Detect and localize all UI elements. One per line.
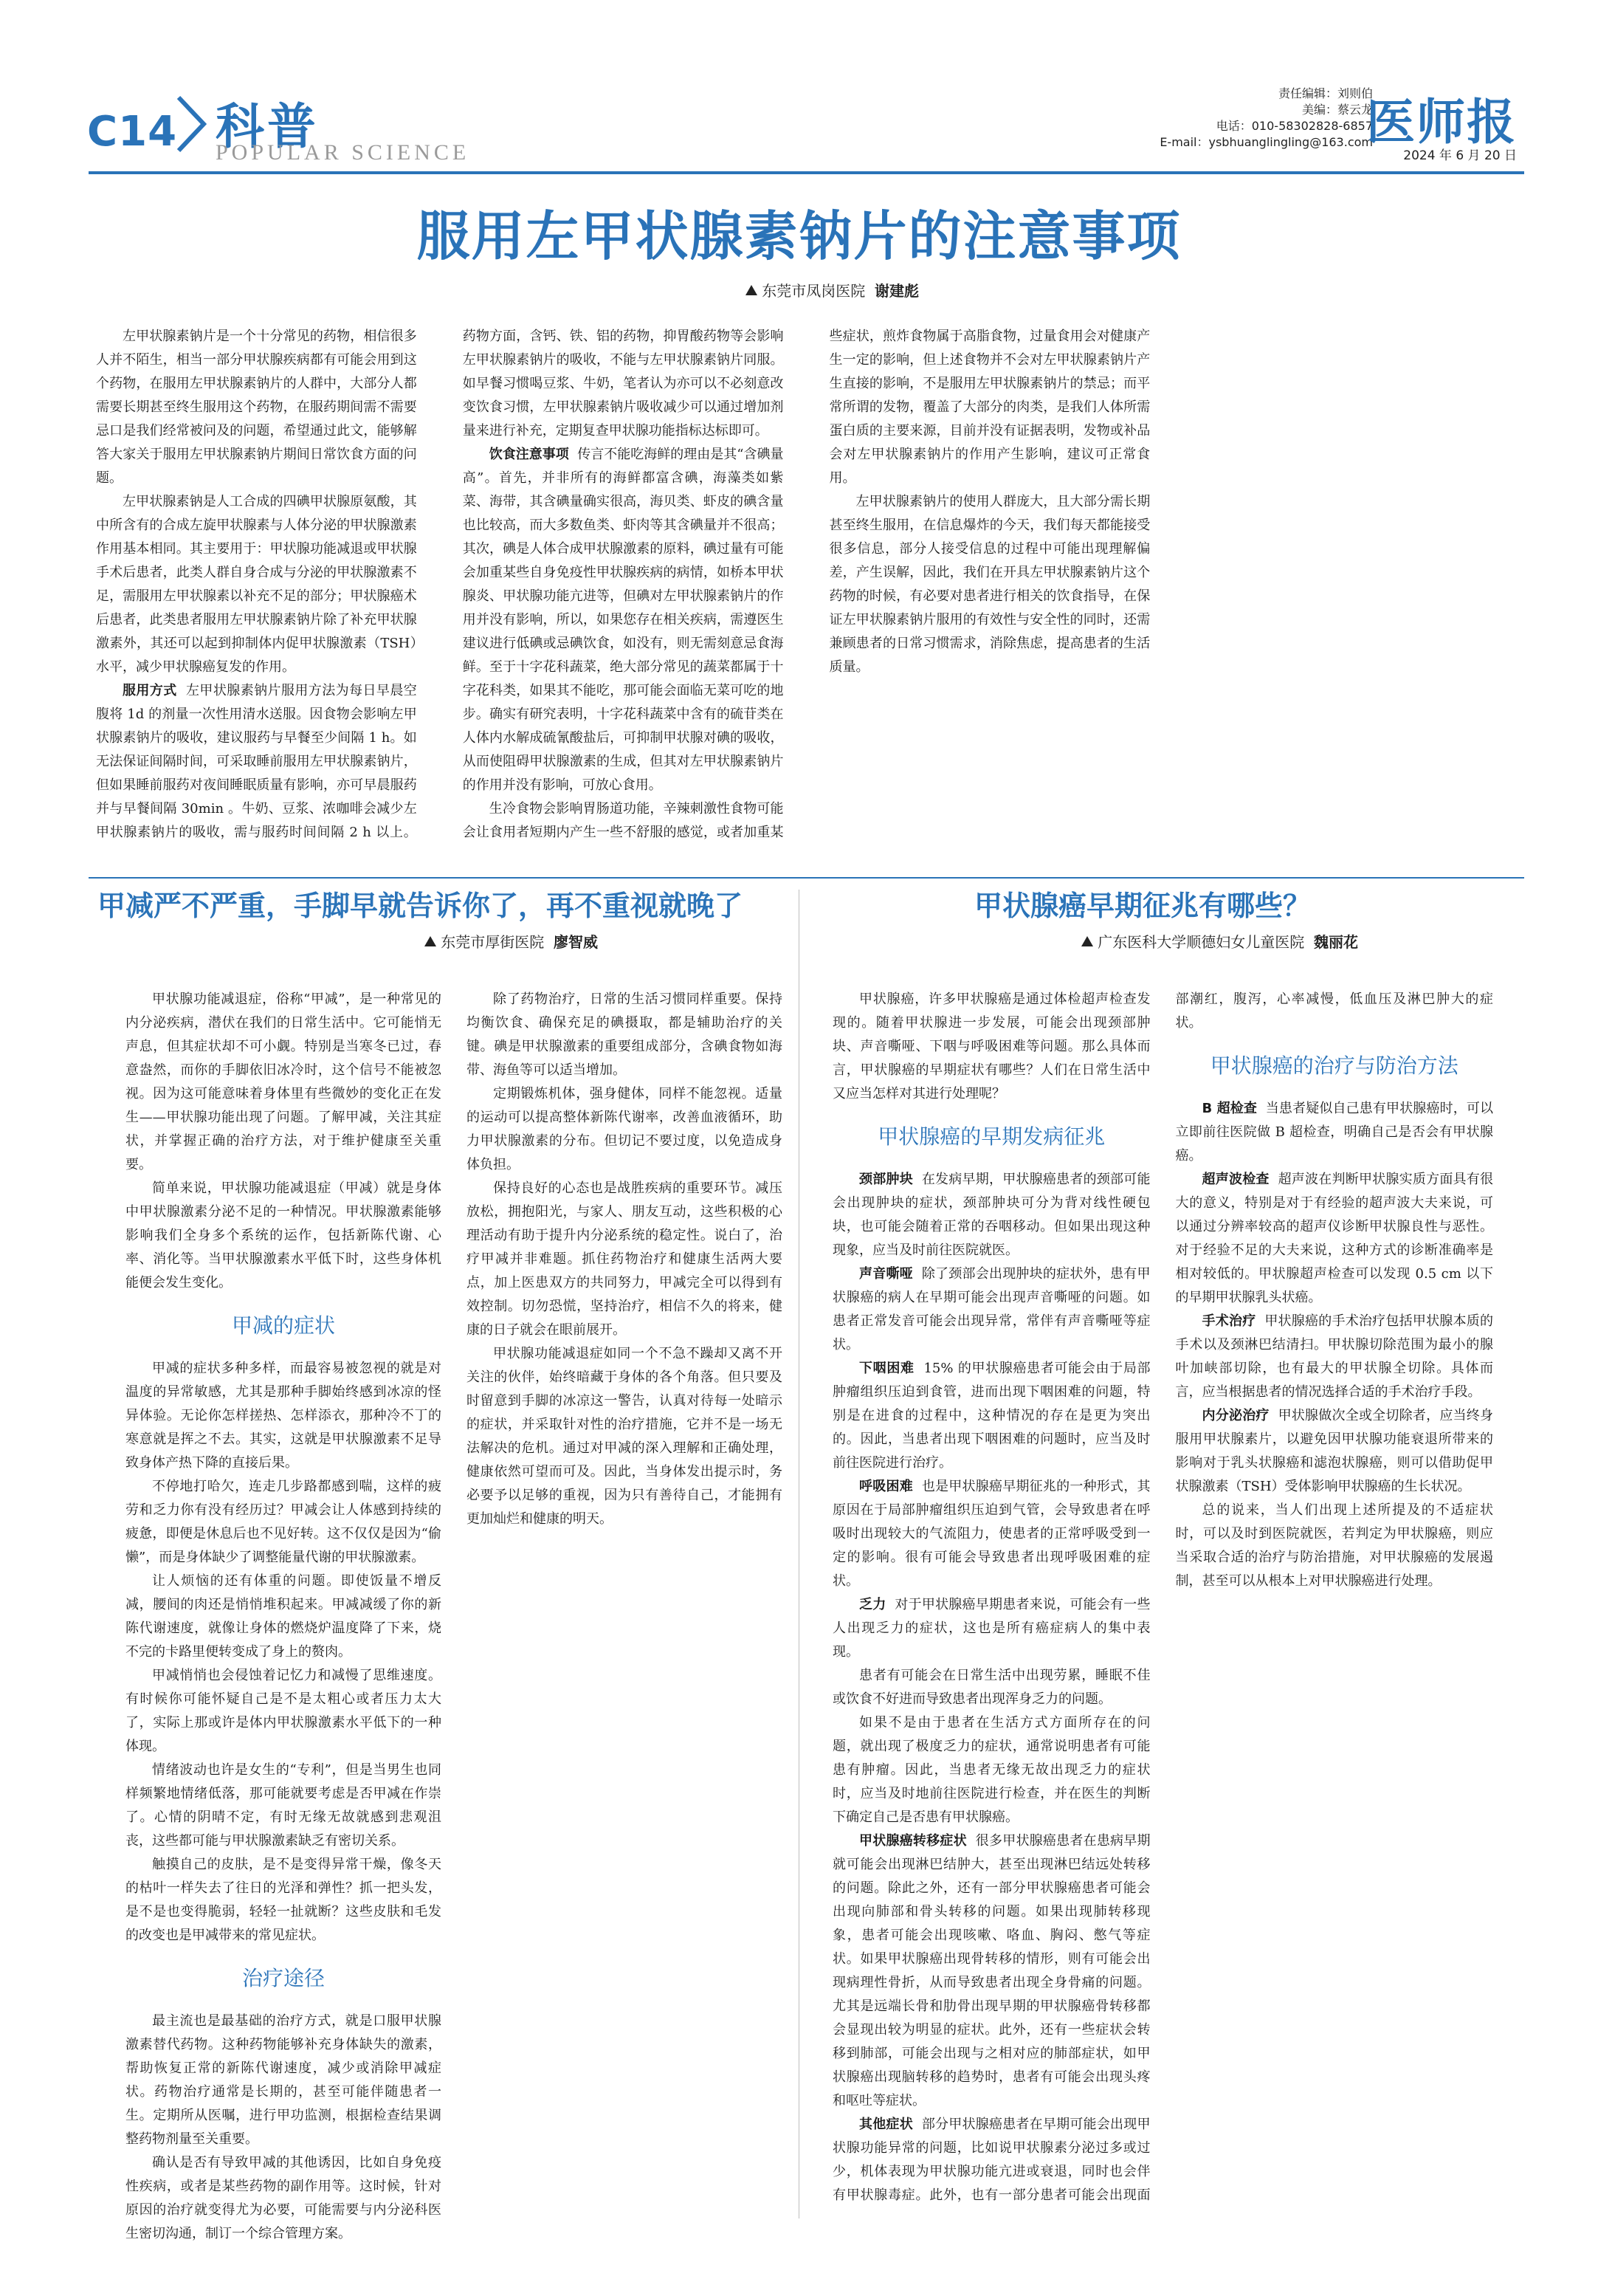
paragraph: 左甲状腺素钠片的使用人群庞大，且大部分需长期甚至终生服用，在信息爆炸的今天，我们每天都能接受很多信息，部分人接受信息的过程中可能出现理解偏差，产生误解，因此，我们在开具左甲状腺素钠片这个药物的时候，有必要对患者进行相关的饮食指导，在保证左甲状腺素钠片服用的有效性与安全性的同时，还需兼顾患者的日常习惯需求，消除焦虑，提高患者的生活质量。 — [829, 494, 1151, 675]
issue-date: 2024 年 6 月 20 日 — [1403, 148, 1517, 163]
triangle-icon — [424, 936, 436, 946]
paragraph-lead: 饮食注意事项 — [489, 447, 569, 462]
paragraph: 下咽困难 15% 的甲状腺癌患者可能会由于局部肿瘤组织压迫到食管，进而出现下咽困难的问题，特别是在进食的过程中，这种情况的存在是更为突出的。因此，当患者出现下咽困难的问题时，应当及时前往医院进行治疗。 — [833, 1361, 1151, 1471]
paragraph: 服用方式 左甲状腺素钠片服用方法为每日早晨空腹将 1d 的剂量一次性用清水送服。因食物会影响左甲状腺素钠片的吸收，建议服药与早餐至少间隔 1 h。如无法保证间隔时间，可采取睡前服用左甲状腺素钠片，但如果睡前服药对夜间睡眠质量有影响，亦可早晨服药并与早餐间隔 30min 。牛奶、豆浆、浓咖啡会减少左甲状腺素钠片的吸收，需与服药时间间隔 2 h 以上。药物方面，含钙、铁、铝的药物，抑胃酸药物等会影响左甲状腺素钠片的吸收，不能与左甲状腺素钠片同服。如早餐习惯喝豆浆、牛奶，笔者认为亦可以不必刻意改变饮食习惯，左甲状腺素钠片吸收减少可以通过增加剂量来进行补充，定期复查甲状腺功能指标达标即可。 — [96, 329, 784, 840]
paragraph: 左甲状腺素钠是人工合成的四碘甲状腺原氨酸，其中所含有的合成左旋甲状腺素与人体分泌的甲状腺激素作用基本相同。其主要用于：甲状腺功能减退或甲状腺手术后患者，此类人群自身合成与分泌的甲状腺激素不足，需服用左甲状腺素以补充不足的部分；甲状腺癌术后患者，此类患者服用左甲状腺素钠片除了补充甲状腺激素外，其还可以起到抑制体内促甲状腺激素（TSH）水平，减少甲状腺癌复发的作用。 — [96, 494, 417, 675]
editor-credits — [1160, 86, 1373, 151]
header-rule — [89, 171, 1524, 174]
paragraph: 声音嘶哑 除了颈部会出现肿块的症状外，患有甲状腺癌的病人在早期可能会出现声音嘶哑的问题。如患者正常发音可能会出现异常，常伴有声音嘶哑等症状。 — [833, 1266, 1151, 1352]
paragraph: 定期锻炼机体，强身健体，同样不能忽视。适量的运动可以提高整体新陈代谢率，改善血液循环，助力甲状腺激素的分布。但切记不要过度，以免造成身体负担。 — [466, 1086, 782, 1172]
main-article-title: 服用左甲状腺素钠片的注意事项 — [416, 205, 1182, 267]
left-article-body — [125, 988, 782, 2247]
paper-logo: 医师报 — [1366, 93, 1517, 151]
section-divider — [89, 877, 1524, 879]
paragraph: 甲减的症状多种多样，而最容易被忽视的就是对温度的异常敏感，尤其是那种手脚始终感到冰凉的怪异体验。无论你怎样搓热、怎样添衣，那种冷不丁的寒意就是挥之不去。其实，这就是甲状腺激素不足导致身体产热下降的直接后果。 — [125, 1361, 441, 1471]
paragraph: 甲减悄悄也会侵蚀着记忆力和减慢了思维速度。有时候你可能怀疑自己是不是太粗心或者压力太大了，实际上那或许是体内甲状腺激素水平低下的一种体现。 — [125, 1668, 441, 1754]
paragraph: 如果不是由于患者在生活方式方面所存在的问题，就出现了极度乏力的症状，通常说明患者有可能患有肿瘤。因此，当患者无缘无故出现乏力的症状时，应当及时地前往医院进行检查，并在医生的判断下确定自己是否患有甲状腺癌。 — [833, 1715, 1151, 1825]
paragraph-lead: 服用方式 — [123, 683, 177, 698]
phone-line: 电话：010-58302828-6857 — [1216, 119, 1373, 133]
section-subtitle: POPULAR SCIENCE — [216, 140, 470, 165]
paragraph: 甲状腺癌，许多甲状腺癌是通过体检超声检查发现的。随着甲状腺进一步发展，可能会出现颈部肿块、声音嘶哑、下咽与呼吸困难等问题。那么具体而言，甲状腺癌的早期症状有哪些？人们在日常生活中又应当怎样对其进行处理呢？ — [833, 991, 1151, 1101]
paragraph: 饮食注意事项 传言不能吃海鲜的理由是其“含碘量高”。首先，并非所有的海鲜都富含碘，海藻类如紫菜、海带，其含碘量确实很高，海贝类、虾皮的碘含量也比较高，而大多数鱼类、虾肉等其含碘量并不很高；其次，碘是人体合成甲状腺激素的原料，碘过量有可能会加重某些自身免疫性甲状腺疾病的病情，如桥本甲状腺炎、甲状腺功能亢进等，但碘对左甲状腺素钠片的作用并没有影响，所以，如果您存在相关疾病，需遵医生建议进行低碘或忌碘饮食，如没有，则无需刻意忌食海鲜。至于十字花科蔬菜，绝大部分常见的蔬菜都属于十字花科类，如果其不能吃，那可能会面临无菜可吃的地步。确实有研究表明，十字花科蔬菜中含有的硫苷类在人体内水解成硫氰酸盐后，可抑制甲状腺对碘的吸收，从而使阻碍甲状腺激素的生成，但其对左甲状腺素钠片的作用并没有影响，可放心食用。 — [462, 447, 784, 793]
right-article-title: 甲状腺癌早期征兆有哪些？ — [974, 890, 1312, 922]
paragraph: 不停地打哈欠，连走几步路都感到喘，这样的疲劳和乏力你有没有经历过？甲减会让人体感到持续的疲惫，即便是休息后也不见好转。这不仅仅是因为“偷懒”，而是身体缺少了调整能量代谢的甲状腺激素。 — [125, 1479, 441, 1565]
subheading: 甲状腺癌的早期发病征兆 — [878, 1124, 1106, 1149]
paragraph: 内分泌治疗 甲状腺做次全或全切除者，应当终身服用甲状腺素片，以避免因甲状腺功能衰退所带来的影响对于乳头状腺癌和滤泡状腺癌，则可以借助促甲状腺激素（TSH）受体影响甲状腺癌的生长状况。 — [1175, 1408, 1494, 1494]
paragraph: 呼吸困难 也是甲状腺癌早期征兆的一种形式，其原因在于局部肿瘤组织压迫到气管，会导致患者在呼吸时出现较大的气流阻力，使患者的正常呼吸受到一定的影响。很有可能会导致患者出现呼吸困难的症状。 — [833, 1479, 1151, 1589]
paragraph: 甲状腺功能减退症如同一个不急不躁却又离不开关注的伙伴，始终暗藏于身体的各个角落。但只要及时留意到手脚的冰凉这一警告，认真对待每一处暗示的症状，并采取针对性的治疗措施，它并不是一场无法解决的危机。通过对甲减的深入理解和正确处理，健康依然可望而可及。因此，当身体发出提示时，务必要予以足够的重视，因为只有善待自己，才能拥有更加灿烂和健康的明天。 — [466, 1346, 782, 1527]
triangle-icon — [745, 285, 757, 295]
right-article-byline: 广东医科大学顺德妇女儿童医院 魏丽花 — [812, 930, 1358, 952]
email-line: E-mail：ysbhuanglingling@163.com — [1160, 135, 1373, 149]
byline-author: 谢建彪 — [875, 282, 919, 300]
paragraph: 总的说来，当人们出现上述所提及的不适症状时，可以及时到医院就医，若判定为甲状腺癌，则应当采取合适的治疗与防治措施，对甲状腺癌的发展遏制，甚至可以从根本上对甲状腺癌进行处理。 — [1175, 1502, 1493, 1589]
paragraph: 超声波检查 超声波在判断甲状腺实质方面具有很大的意义，特别是对于有经验的超声波大夫来说，可以通过分辨率较高的超声仪诊断甲状腺良性与恶性。对于经验不足的大夫来说，这种方式的诊断准确率是相对较低的。甲状腺超声检查可以发现 0.5 cm 以下的早期甲状腺乳头状癌。 — [1175, 1172, 1494, 1305]
masthead — [0, 0, 1598, 185]
paragraph: 患者有可能会在日常生活中出现劳累，睡眠不佳或饮食不好进而导致患者出现浑身乏力的问题。 — [833, 1668, 1151, 1707]
paragraph: 甲状腺功能减退症，俗称“甲减”，是一种常见的内分泌疾病，潜伏在我们的日常生活中。它可能悄无声息，但其症状却不可小觑。特别是当寒冬已过，春意盎然，而你的手脚依旧冰冷时，这个信号不能被忽视。因为这可能意味着身体里有些微妙的变化正在发生——甲状腺功能出现了问题。了解甲减，关注其症状，并掌握正确的治疗方法，对于维护健康至关重要。 — [125, 991, 441, 1172]
chevron-right-icon — [174, 94, 210, 154]
paragraph: 左甲状腺素钠片是一个十分常见的药物，相信很多人并不陌生，相当一部分甲状腺疾病都有可能会用到这个药物，在服用左甲状腺素钠片的人群中，大部分人都需要长期甚至终生服用这个药物，在服药期间需不需要忌口是我们经常被问及的问题，希望通过此文，能够解答大家关于服用左甲状腺素钠片期间日常饮食方面的问题。 — [96, 329, 417, 486]
paragraph: 生冷食物会影响胃肠道功能，辛辣刺激性食物可能会让食用者短期内产生一些不舒服的感觉，或者加重某些症状，煎炸食物属于高脂食物，过量食用会对健康产生一定的影响，但上述食物并不会对左甲状腺素钠片产生直接的影响，不是服用左甲状腺素钠片的禁忌；而平常所谓的发物，覆盖了大部分的肉类，是我们人体所需蛋白质的主要来源，目前并没有证据表明，发物或补品会对左甲状腺素钠片的作用产生影响，建议可正常食用。 — [462, 329, 1151, 840]
paragraph: 让人烦恼的还有体重的问题。即使饭量不增反减，腰间的肉还是悄悄堆积起来。甲减减缓了你的新陈代谢速度，就像让身体的燃烧炉温度降了下来，烧不完的卡路里便转变成了身上的赘肉。 — [125, 1573, 441, 1660]
triangle-icon — [1081, 936, 1093, 946]
paragraph: 其他症状 部分甲状腺癌患者在早期可能会出现甲状腺功能异常的问题，比如说甲状腺素分泌过多或过少，机体表现为甲状腺功能亢进或衰退，同时也会伴有甲状腺毒症。此外，也有一部分患者可能会出现面部潮红，腹泻，心率减慢，低血压及淋巴肿大的症状。 — [833, 991, 1493, 2203]
paragraph: 颈部肿块 在发病早期，甲状腺癌患者的颈部可能会出现肿块的症状，颈部肿块可分为背对线性硬包块，也可能会随着正常的吞咽移动。但如果出现这种现象，应当及时前往医院就医。 — [833, 1172, 1151, 1258]
left-article-title: 甲减严不严重，手脚早就告诉你了，再不重视就晚了 — [97, 890, 743, 922]
page-number: C14 — [87, 108, 178, 156]
paragraph: 保持良好的心态也是战胜疾病的重要环节。减压放松，拥抱阳光，与家人、朋友互动，这些积极的心理活动有助于提升内分泌系统的稳定性。说白了，治疗甲减并非难题。抓住药物治疗和健康生活两大要点，加上医患双方的共同努力，甲减完全可以得到有效控制。切勿恐慌，坚持治疗，相信不久的将来，健康的日子就会在眼前展开。 — [466, 1180, 782, 1338]
paragraph: 确认是否有导致甲减的其他诱因，比如自身免疫性疾病，或者是某些药物的副作用等。这时候，针对原因的治疗就变得尤为必要，可能需要与内分泌科医生密切沟通，制订一个综合管理方案。 — [125, 2155, 441, 2241]
paragraph: 情绪波动也许是女生的“专利”，但是当男生也同样频繁地情绪低落，那可能就要考虑是否甲减在作崇了。心情的阴晴不定，有时无缘无故就感到悲观沮丧，这些都可能与甲状腺激素缺乏有密切关系。 — [125, 1762, 441, 1849]
main-article-byline — [745, 279, 919, 300]
paragraph: 乏力 对于甲状腺癌早期患者来说，可能会有一些人出现乏力的症状，这也是所有癌症病人的集中表现。 — [833, 1597, 1151, 1660]
paragraph: 甲状腺癌转移症状 很多甲状腺癌患者在患病早期就可能会出现淋巴结肿大，甚至出现淋巴结远处转移的问题。除此之外，还有一部分甲状腺癌患者可能会出现向肺部和骨头转移的问题。如果出现肺转移现象，患者可能会出现咳嗽、咯血、胸闷、憋气等症状。如果甲状腺癌出现骨转移的情形，则有可能会出现病理性骨折，从而导致患者出现全身骨痛的问题。尤其是远端长骨和肋骨出现早期的甲状腺癌骨转移都会显现出较为明显的症状。此外，还有一些症状会转移到肺部，可能会出现与之相对应的肺部症状，如甲状腺癌出现脑转移的趋势时，患者有可能会出现头疼和呕吐等症状。 — [833, 1833, 1151, 2108]
main-article-body — [96, 325, 1517, 864]
paragraph: 触摸自己的皮肤，是不是变得异常干燥，像冬天的枯叶一样失去了往日的光泽和弹性？抓一把头发，是不是也变得脆弱，轻轻一扯就断？这些皮肤和毛发的改变也是甲减带来的常见症状。 — [125, 1857, 441, 1943]
paragraph: 除了药物治疗，日常的生活习惯同样重要。保持均衡饮食、确保充足的碘摄取，都是辅助治疗的关键。碘是甲状腺激素的重要组成部分，含碘食物如海带、海鱼等可以适当增加。 — [466, 991, 782, 1078]
right-article-body — [833, 988, 1493, 2247]
left-article-byline: 东莞市厚街医院 廖智威 — [96, 930, 598, 952]
subheading: 甲状腺癌的治疗与防治方法 — [1210, 1054, 1458, 1078]
paragraph: B 超检查 当患者疑似自己患有甲状腺癌时，可以立即前往医院做 B 超检查，明确自己是否会有甲状腺癌。 — [1175, 1101, 1493, 1164]
section-title: 科普 — [216, 98, 319, 155]
paragraph: 简单来说，甲状腺功能减退症（甲减）就是身体中甲状腺激素分泌不足的一种情况。甲状腺激素能够影响我们全身多个系统的运作，包括新陈代谢、心率、消化等。当甲状腺激素水平低下时，这些身体机能便会发生变化。 — [125, 1180, 441, 1290]
byline-org: 东莞市凤岗医院 — [762, 282, 866, 300]
paragraph: 手术治疗 甲状腺癌的手术治疗包括甲状腺本质的手术以及颈淋巴结清扫。甲状腺切除范围为最小的腺叶加峡部切除，也有最大的甲状腺全切除。具体而言，应当根据患者的情况选择合适的手术治疗手段。 — [1175, 1313, 1493, 1400]
paragraph: 最主流也是最基础的治疗方式，就是口服甲状腺激素替代药物。这种药物能够补充身体缺失的激素，帮助恢复正常的新陈代谢速度，减少或消除甲减症状。药物治疗通常是长期的，甚至可能伴随患者一生。定期所从医嘱，进行甲功监测，根据检查结果调整药物剂量至关重要。 — [125, 2013, 441, 2147]
editor-line: 责任编辑：刘则伯 — [1278, 86, 1373, 100]
subheading: 治疗途径 — [241, 1966, 325, 1990]
subheading: 甲减的症状 — [231, 1313, 335, 1338]
designer-line: 美编：蔡云龙 — [1301, 103, 1373, 117]
